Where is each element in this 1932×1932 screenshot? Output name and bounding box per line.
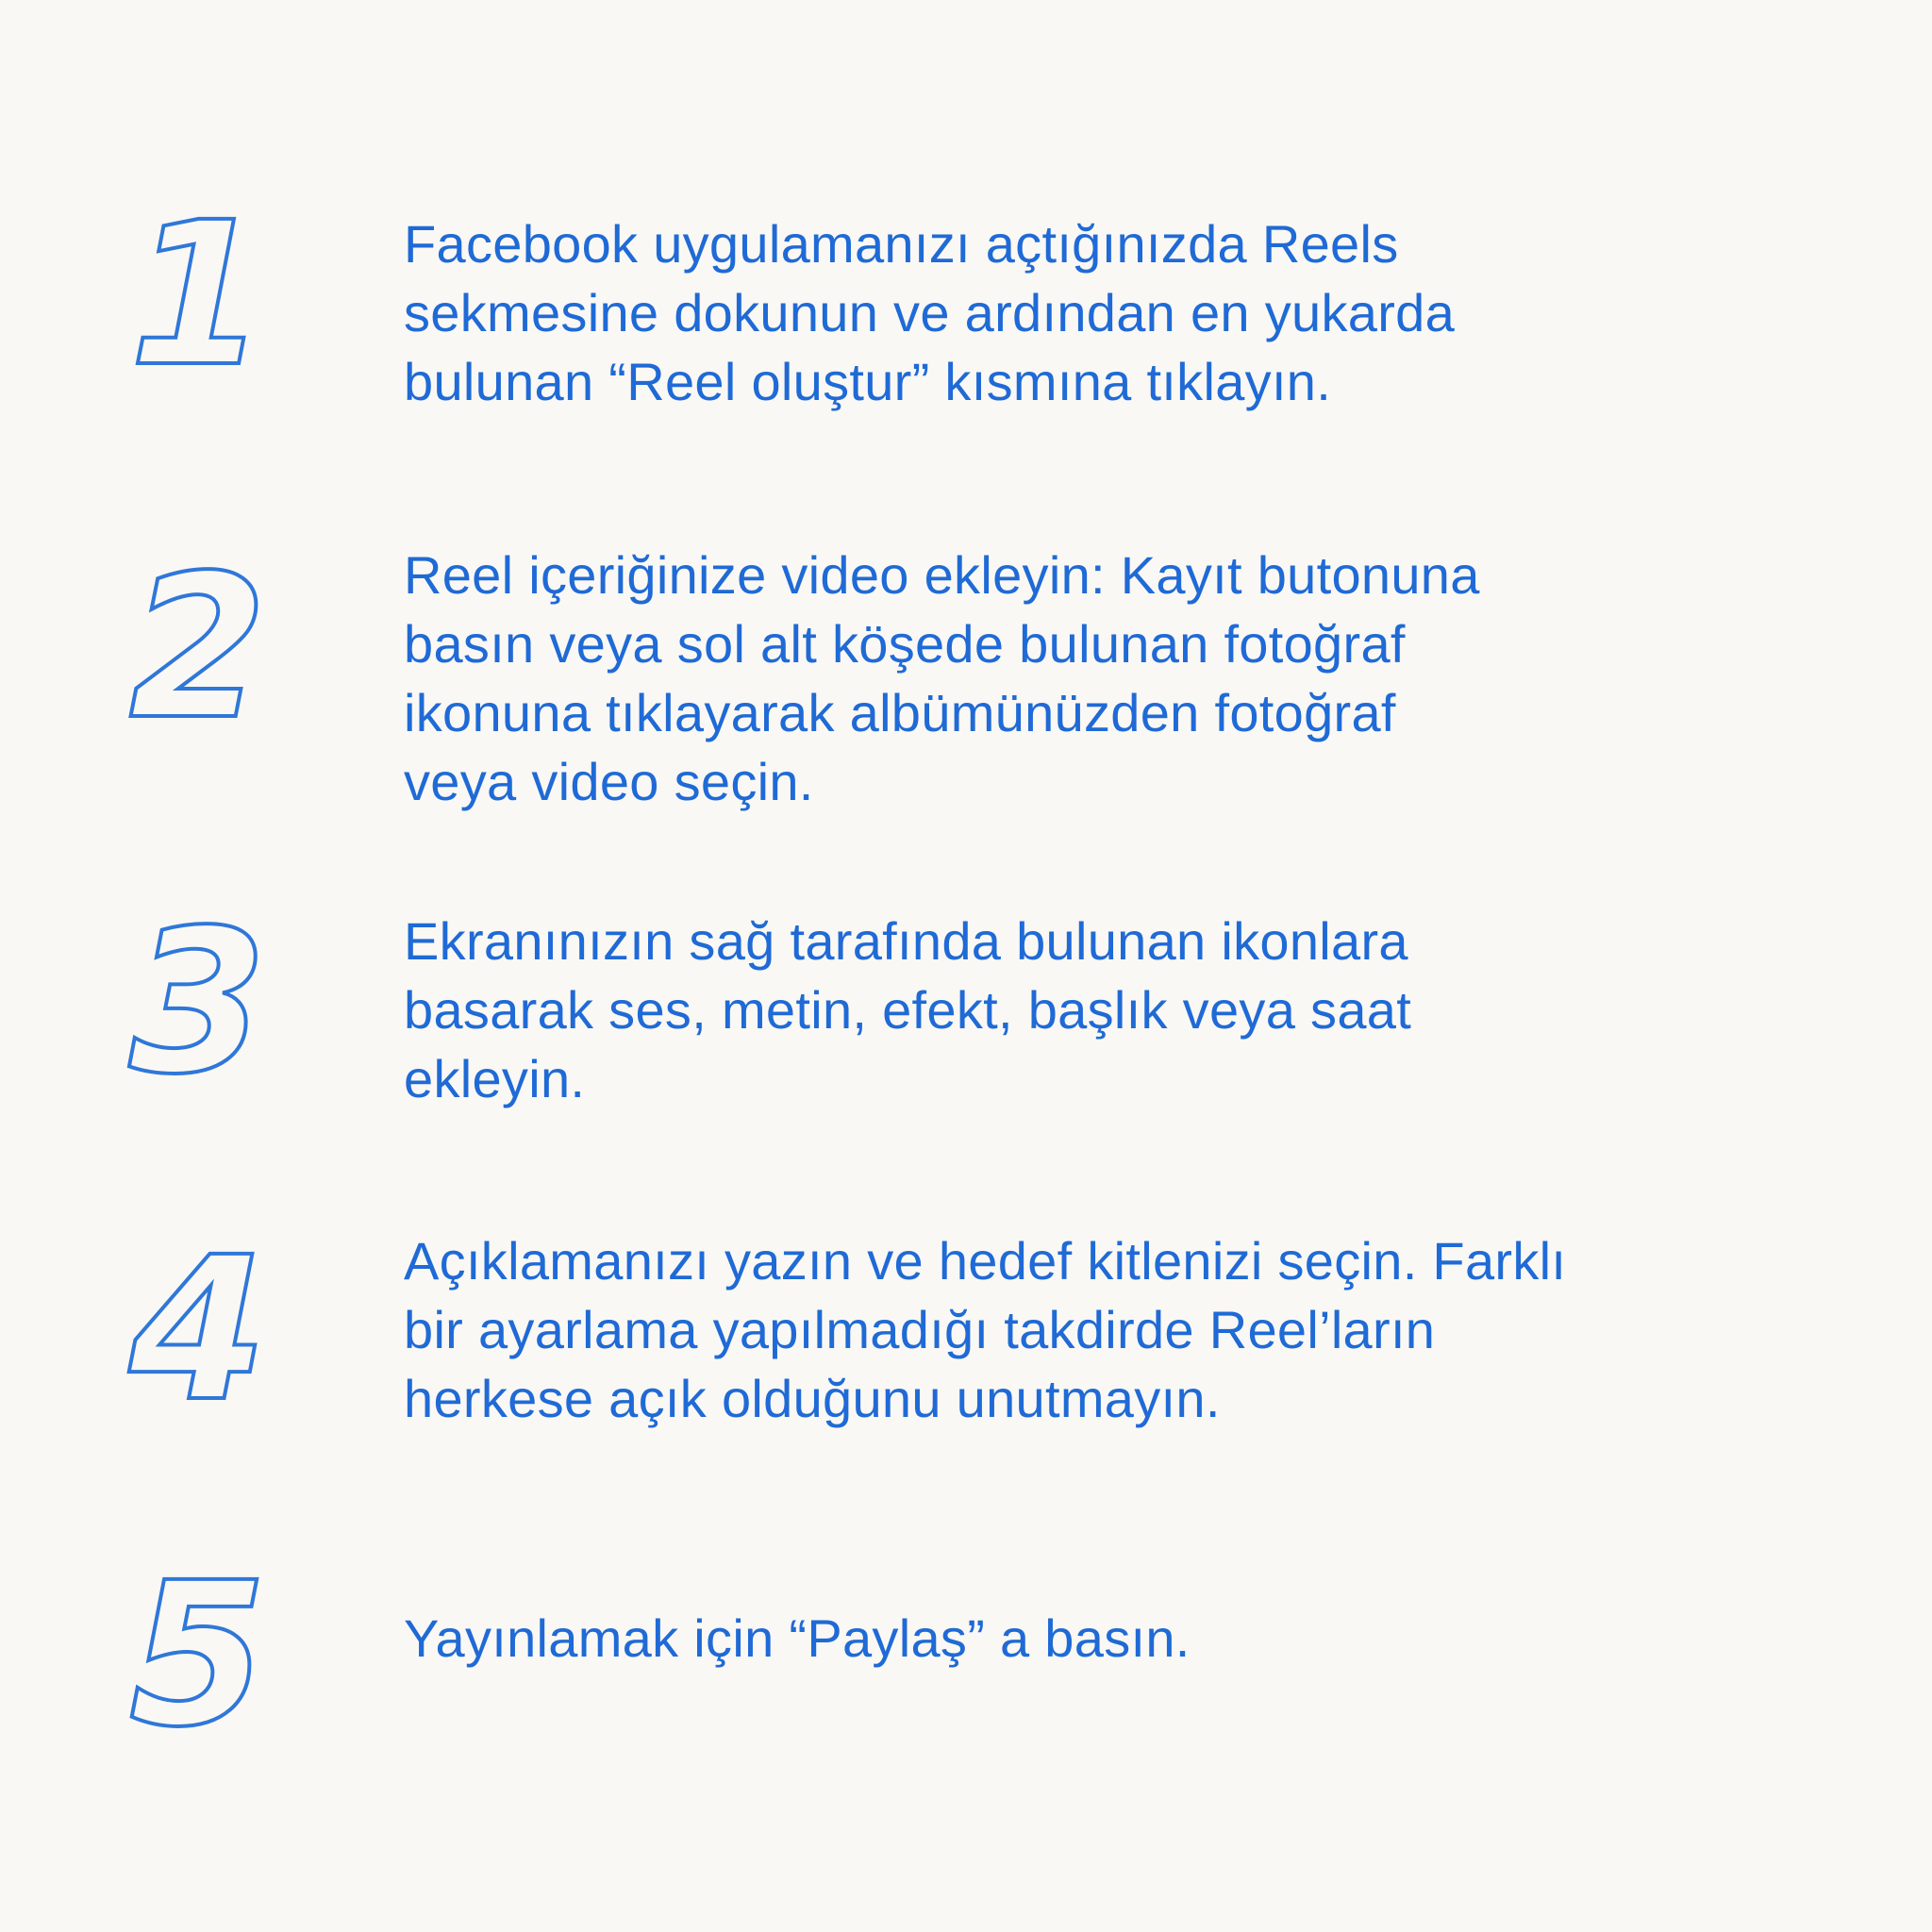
- step-text-line: bulunan “Reel oluştur” kısmına tıklayın.: [404, 352, 1332, 411]
- step-number: 3: [128, 887, 268, 1118]
- step-text-line: herkese açık olduğunu unutmayın.: [404, 1369, 1221, 1428]
- step-text-line: bir ayarlama yapılmadığı takdirde Reel’ların: [404, 1300, 1436, 1359]
- step-number: 1: [128, 179, 268, 410]
- step-text-line: ekleyin.: [404, 1049, 586, 1108]
- step-number: 2: [128, 532, 268, 763]
- step-text: [404, 1226, 1743, 1433]
- step-number: 4: [128, 1214, 268, 1445]
- step-text: [404, 209, 1743, 416]
- step-text-line: basarak ses, metin, efekt, başlık veya saat: [404, 980, 1412, 1040]
- step-text-line: Yayınlamak için “Paylaş” a basın.: [404, 1608, 1191, 1668]
- step-text-line: ikonuna tıklayarak albümünüzden fotoğraf: [404, 683, 1396, 742]
- step-text-line: veya video seçin.: [404, 752, 814, 811]
- step-text: [404, 907, 1743, 1113]
- step-text-line: Ekranınızın sağ tarafında bulunan ikonlara: [404, 911, 1408, 971]
- step-text-line: Reel içeriğinize video ekleyin: Kayıt butonuna: [404, 545, 1480, 605]
- step-text: [404, 1604, 1743, 1673]
- step-text: [404, 541, 1743, 816]
- step-text-line: sekmesine dokunun ve ardından en yukarda: [404, 283, 1456, 342]
- step-text-line: basın veya sol alt köşede bulunan fotoğraf: [404, 614, 1406, 674]
- step-number: 5: [128, 1540, 268, 1771]
- step-text-line: Açıklamanızı yazın ve hedef kitlenizi seçin. Farklı: [404, 1231, 1567, 1291]
- step-text-line: Facebook uygulamanızı açtığınızda Reels: [404, 214, 1399, 274]
